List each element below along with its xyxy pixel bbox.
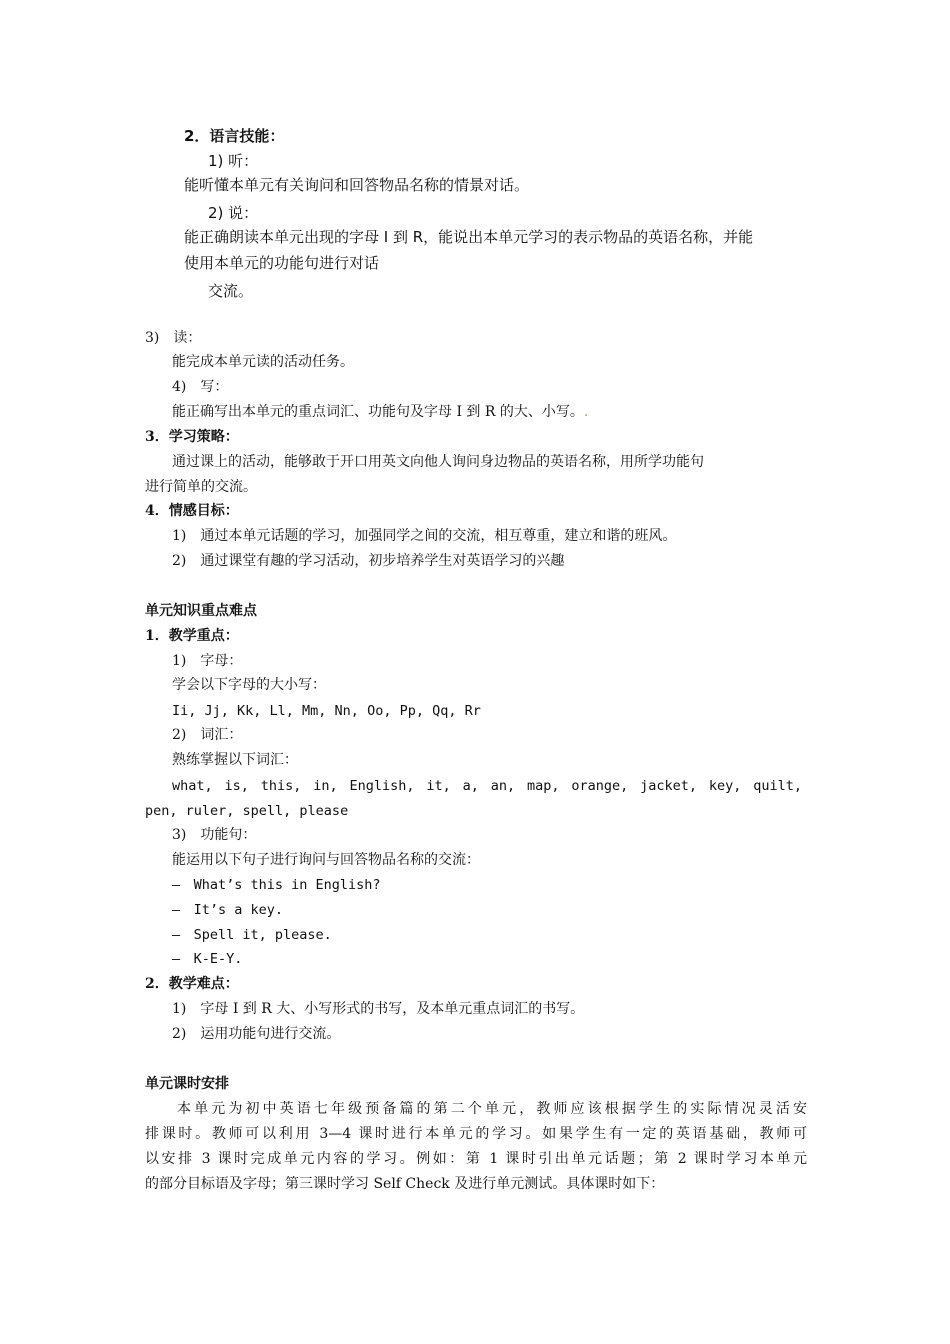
schedule-line-2: 排课时。教师可以利用 3—4 课时进行本单元的学习。如果学生有一定的英语基础，教师可: [145, 1126, 807, 1142]
vocab-label: 2) 词汇：: [172, 727, 243, 743]
difficulties-heading: 2．教学难点：: [145, 976, 239, 992]
key-points-heading: 1．教学重点：: [145, 628, 239, 644]
func-label: 3) 功能句：: [172, 827, 257, 843]
speak-text-2: 使用本单元的功能句进行对话: [184, 254, 380, 272]
key-points-title: 单元知识重点难点: [145, 603, 257, 619]
func-intro: 能运用以下句子进行询问与回答物品名称的交流：: [172, 852, 480, 868]
letters-list: Ii, Jj, Kk, Ll, Mm, Nn, Oo, Pp, Qq, Rr: [172, 703, 481, 719]
schedule-title: 单元课时安排: [145, 1076, 229, 1092]
dialogue-line: — K-E-Y.: [172, 951, 243, 967]
write-label: 4) 写：: [172, 379, 229, 395]
skills-heading: 2．语言技能：: [184, 127, 285, 145]
letters-label: 1) 字母：: [172, 653, 243, 669]
vocab-line-2: pen, ruler, spell, please: [145, 803, 349, 819]
schedule-line-3: 以安排 3 课时完成单元内容的学习。例如：第 1 课时引出单元话题；第 2 课时学习本单元: [145, 1151, 807, 1167]
emotion-item-2: 2) 通过课堂有趣的学习活动，初步培养学生对英语学习的兴趣: [172, 553, 565, 569]
schedule-line-1: 本单元为初中英语七年级预备篇的第二个单元，教师应该根据学生的实际情况灵活安: [177, 1101, 807, 1117]
speak-text-3: 交流。: [208, 282, 254, 300]
emotion-item-1: 1) 通过本单元话题的学习，加强同学之间的交流，相互尊重，建立和谐的班风。: [172, 528, 677, 544]
strategy-text-1: 通过课上的活动，能够敢于开口用英文向他人询问身边物品的英语名称，用所学功能句: [172, 454, 704, 470]
difficulties-item-1: 1) 字母 I 到 R 大、小写形式的书写，及本单元重点词汇的书写。: [172, 1001, 585, 1017]
read-text: 能完成本单元读的活动任务。: [172, 354, 354, 370]
letters-intro: 学会以下字母的大小写：: [172, 677, 326, 693]
schedule-line-4: 的部分目标语及字母；第三课时学习 Self Check 及进行单元测试。具体课时如下：: [145, 1176, 665, 1192]
emotion-heading: 4．情感目标：: [145, 503, 239, 519]
dialogue-line: — It’s a key.: [172, 902, 284, 918]
listen-text: 能听懂本单元有关询问和回答物品名称的情景对话。: [184, 176, 530, 194]
speak-text-1: 能正确朗读本单元出现的字母 I 到 R，能说出本单元学习的表示物品的英语名称，并能: [184, 228, 754, 246]
vocab-line-1: what, is, this, in, English, it, a, an, map, orange, jacket, key, quilt,: [172, 778, 802, 794]
speak-label: 2) 说：: [208, 204, 259, 222]
difficulties-item-2: 2) 运用功能句进行交流。: [172, 1026, 341, 1042]
dialogue-line: — Spell it, please.: [172, 927, 332, 943]
strategy-text-2: 进行简单的交流。: [145, 479, 257, 495]
write-text: 能正确写出本单元的重点词汇、功能句及字母 I 到 R 的大、小写。.: [172, 404, 589, 420]
listen-label: 1) 听：: [208, 152, 259, 170]
strategy-heading: 3．学习策略：: [145, 429, 239, 445]
dialogue-line: — What’s this in English?: [172, 877, 381, 893]
vocab-intro: 熟练掌握以下词汇：: [172, 752, 298, 768]
read-label: 3) 读：: [145, 330, 202, 346]
